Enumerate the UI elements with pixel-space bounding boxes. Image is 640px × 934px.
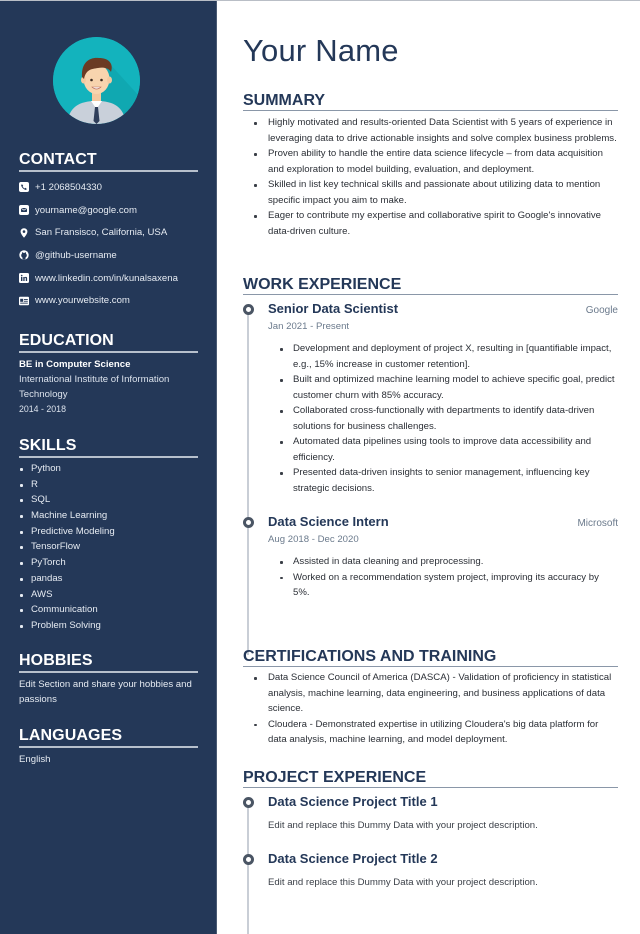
contact-website[interactable] (19, 289, 198, 312)
skills-heading: SKILLS (19, 436, 198, 458)
skill-item: Predictive Modeling (19, 524, 198, 540)
phone-icon (19, 182, 29, 192)
project-title: Data Science Project Title 1 (268, 794, 438, 809)
timeline-dot-icon (243, 797, 254, 808)
job-bullet: Collaborated cross-functionally with departments to identify data-driven solutions for business challenges. (268, 403, 618, 434)
contact-linkedin-text: www.linkedin.com/in/kunalsaxena (35, 272, 178, 284)
project-entry (243, 794, 618, 831)
timeline-dot-icon (243, 304, 254, 315)
job-bullet: Automated data pipelines using tools to improve data accessibility and efficiency. (268, 434, 618, 465)
project-description: Edit and replace this Dummy Data with your project description. (268, 877, 538, 888)
avatar (53, 37, 140, 124)
contact-location (19, 221, 198, 244)
summary-heading: SUMMARY (243, 91, 618, 111)
summary-item: Proven ability to handle the entire data science lifecycle – from data acquisition and exploration to model building, evaluation, and deployment. (243, 146, 618, 177)
job-company: Google (585, 305, 618, 316)
hobbies-text: Edit Section and share your hobbies and passions (19, 679, 192, 705)
job-entry (243, 514, 618, 601)
skills-list (19, 461, 198, 634)
skill-item: Problem Solving (19, 618, 198, 634)
languages-text: English (19, 754, 51, 765)
summary-section (243, 91, 618, 239)
project-entry (243, 851, 618, 888)
page-top-border (0, 0, 640, 1)
certifications-list (243, 670, 618, 748)
project-timeline (243, 794, 618, 888)
project-description: Edit and replace this Dummy Data with your project description. (268, 820, 538, 831)
skill-item: Machine Learning (19, 508, 198, 524)
timeline-dot-icon (243, 854, 254, 865)
job-title: Senior Data Scientist (268, 301, 399, 316)
email-icon (19, 205, 29, 215)
summary-item: Highly motivated and results-oriented Data Scientist with 5 years of experience in leveraging data to drive actionable insights and solve complex business problems. (243, 115, 618, 146)
contact-heading: CONTACT (19, 150, 198, 172)
linkedin-icon (19, 273, 29, 283)
job-bullet: Worked on a recommendation system project, improving its accuracy by 5%. (268, 570, 618, 601)
certifications-section (243, 647, 618, 748)
contact-email-text: yourname@google.com (35, 204, 137, 216)
job-bullets (268, 554, 618, 601)
skill-item: SQL (19, 492, 198, 508)
skill-item: TensorFlow (19, 539, 198, 555)
project-experience-section (243, 768, 618, 888)
education-section (19, 331, 198, 416)
job-entry (243, 301, 618, 496)
summary-item: Skilled in list key technical skills and passionate about utilizing data to mention specific impact you aim to make. (243, 177, 618, 208)
job-bullet: Assisted in data cleaning and preprocessing. (268, 554, 618, 570)
education-heading: EDUCATION (19, 331, 198, 353)
work-experience-heading: WORK EXPERIENCE (243, 275, 618, 295)
location-pin-icon (19, 228, 29, 238)
skills-section (19, 436, 198, 634)
contact-website-text: www.yourwebsite.com (35, 295, 130, 307)
languages-section (19, 726, 198, 767)
skill-item: pandas (19, 571, 198, 587)
contact-phone[interactable] (19, 176, 198, 199)
hobbies-section (19, 651, 198, 707)
job-bullet: Built and optimized machine learning model to achieve specific goal, predict customer churn with 85% accuracy. (268, 372, 618, 403)
education-years: 2014 - 2018 (19, 404, 66, 414)
summary-item: Eager to contribute my expertise and collaborative spirit to Google's innovative data-driven culture. (243, 208, 618, 239)
contact-github[interactable] (19, 244, 198, 267)
project-experience-heading: PROJECT EXPERIENCE (243, 768, 618, 788)
candidate-name: Your Name (243, 33, 399, 68)
job-bullets (268, 341, 618, 496)
website-icon (19, 296, 29, 306)
contact-section (19, 150, 198, 312)
job-title: Data Science Intern (268, 514, 389, 529)
contact-phone-text: +1 2068504330 (35, 181, 102, 193)
certification-item: Cloudera - Demonstrated expertise in utilizing Cloudera's big data platform for data analysis, machine learning, and model deployment. (243, 717, 618, 748)
languages-heading: LANGUAGES (19, 726, 198, 748)
github-icon (19, 250, 29, 260)
skill-item: Communication (19, 602, 198, 618)
work-experience-section (243, 275, 618, 601)
skill-item: R (19, 477, 198, 493)
certification-item: Data Science Council of America (DASCA) - Validation of proficiency in statistical analysis, machine learning, data engineering, and business applications of data science. (243, 670, 618, 717)
education-institution: International Institute of Information Technology (19, 374, 170, 400)
contact-location-text: San Fransisco, California, USA (35, 227, 168, 239)
sidebar (0, 0, 217, 934)
education-degree: BE in Computer Science (19, 359, 131, 370)
contact-linkedin[interactable] (19, 267, 198, 290)
certifications-heading: CERTIFICATIONS AND TRAINING (243, 647, 618, 667)
summary-list (243, 115, 618, 239)
skill-item: PyTorch (19, 555, 198, 571)
contact-email[interactable] (19, 199, 198, 222)
skill-item: Python (19, 461, 198, 477)
project-title: Data Science Project Title 2 (268, 851, 438, 866)
job-bullet: Development and deployment of project X, resulting in [quantifiable impact, e.g., 15% increase in customer retention]. (268, 341, 618, 372)
contact-github-text: @github-username (35, 249, 117, 261)
job-bullet: Presented data-driven insights to senior management, influencing key strategic decisions. (268, 465, 618, 496)
hobbies-heading: HOBBIES (19, 651, 198, 673)
skill-item: AWS (19, 587, 198, 603)
job-dates: Jan 2021 - Present (268, 321, 350, 332)
job-company: Microsoft (577, 518, 618, 529)
job-dates: Aug 2018 - Dec 2020 (268, 534, 359, 545)
work-timeline (243, 301, 618, 601)
timeline-dot-icon (243, 517, 254, 528)
avatar-illustration-icon (53, 37, 140, 124)
